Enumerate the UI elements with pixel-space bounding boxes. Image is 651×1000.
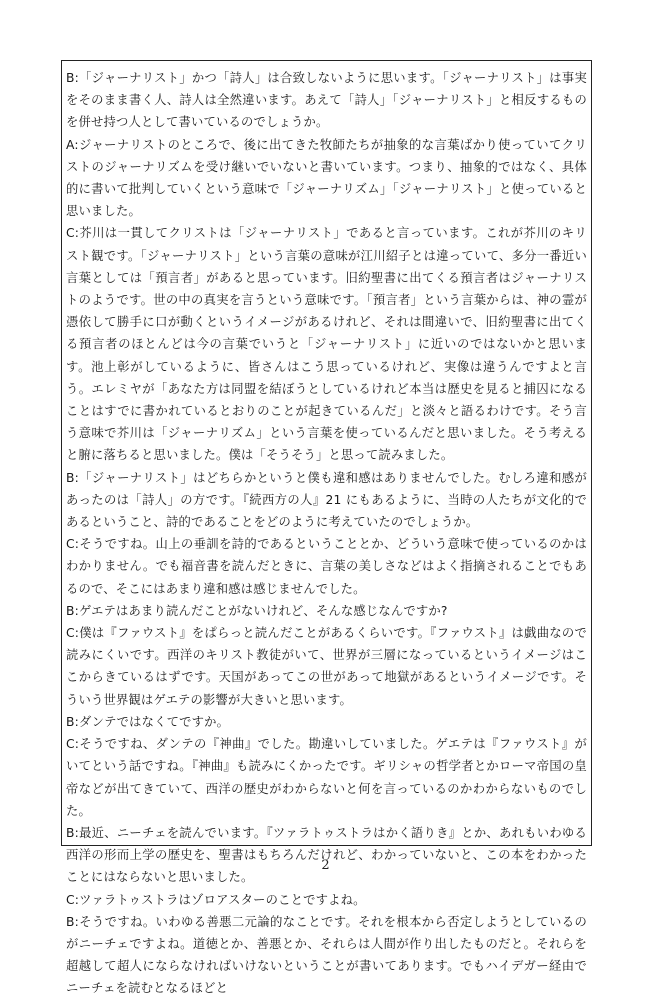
paragraph: C:芥川は一貫してクリストは「ジャーナリスト」であると言っています。これが芥川のキリスト観です。「ジャーナリスト」という言葉の意味が江川紹子とは違っていて、多分一番近い言葉としては「預言者」があると思っています。旧約聖書に出てくる預言者はジャーナリストのようです。世の中の真実を言うという意味です。「預言者」という言葉からは、神の霊が憑依して勝手に口が動くというイメージがあるけれど、それは間違いで、旧約聖書に出てくる預言者のほとんどは今の言葉でいうと「ジャーナリスト」に近いのではないかと思います。池上彰がしているように、皆さんはこう思っているけれど、実像は違うんですよと言う。エレミヤが「あなた方は同盟を結ぼうとしているけれど本当は歴史を見ると捕囚になることはすでに書かれているとおりのことが起きているんだ」と淡々と語るわけです。そう言う意味で芥川は「ジャーナリズム」という言葉を使っているんだと思いました。そう考えると腑に落ちると思いました。僕は「そうそう」と思って読みました。 xyxy=(66,226,587,463)
dialogue-text-frame xyxy=(61,60,592,996)
paragraph: A:ジャーナリストのところで、後に出てきた牧師たちが抽象的な言葉ばかり使っていてクリストのジャーナリズムを受け継いでいないと書いています。つまり、抽象的ではなく、具体的に書いて批判していくという意味で「ジャーナリズム」「ジャーナリスト」と使っていると思いました。 xyxy=(66,137,587,219)
paragraph: C:ツァラトゥストラはゾロアスターのことですよね。 xyxy=(66,892,366,907)
paragraph: B:そうですね。いわゆる善悪二元論的なことです。それを根本から否定しようとしているのがニーチェですよね。道徳とか、善悪とか、それらは人間が作り出したものだと。それらを超越して超人にならなければいけないということが書いてあります。でもハイデガー経由でニーチェを読むとなるほどと xyxy=(66,914,587,996)
paragraph: B:最近、ニーチェを読んでいます。『ツァラトゥストラはかく語りき』とか、あれもいわゆる西洋の形而上学の歴史を、聖書はもちろんだけれど、わかっていないと、この本をわかったことにはならないと思いました。 xyxy=(66,825,587,885)
paragraph: C:僕は『ファウスト』をぱらっと読んだことがあるくらいです。『ファウスト』は戯曲なので読みにくいです。西洋のキリスト教徒がいて、世界が三層になっているというイメージはここからきているはずです。天国があってこの世があって地獄があるというイメージです。そういう世界観はゲエテの影響が大きいと思います。 xyxy=(66,626,587,707)
paragraph: B:「ジャーナリスト」はどちらかというと僕も違和感はありませんでした。むしろ違和感があったのは「詩人」の方です。『続西方の人』21 にもあるように、当時の人たちが文化的であるということ、詩的であることをどのように考えていたのでしょうか。 xyxy=(66,470,587,530)
page-number: 2 xyxy=(321,858,330,873)
paragraph: C:そうですね、ダンテの『神曲』でした。勘違いしていました。ゲエテは『ファウスト』がいてという話ですね。『神曲』も読みにくかったです。ギリシャの哲学者とかローマ帝国の皇帝などが出てきていて、西洋の歴史がわからないと何を言っているのかわからないものでした。 xyxy=(66,737,587,818)
paragraph: B:ゲエテはあまり読んだことがないけれど、そんな感じなんですか? xyxy=(66,603,448,618)
paragraph: B:「ジャーナリスト」かつ「詩人」は合致しないように思います。「ジャーナリスト」は事実をそのまま書く人、詩人は全然違います。あえて「詩人」「ジャーナリスト」と相反するものを併せ持つ人として書いているのでしょうか。 xyxy=(66,71,587,130)
paragraph: B:ダンテではなくてですか。 xyxy=(66,714,230,729)
paragraph: C:そうですね。山上の垂訓を詩的であるということとか、どういう意味で使っているのかはわかりません。でも福音書を読んだときに、言葉の美しさなどはよく指摘されることでもあるので、そこにはあまり違和感は感じませんでした。 xyxy=(66,537,587,596)
